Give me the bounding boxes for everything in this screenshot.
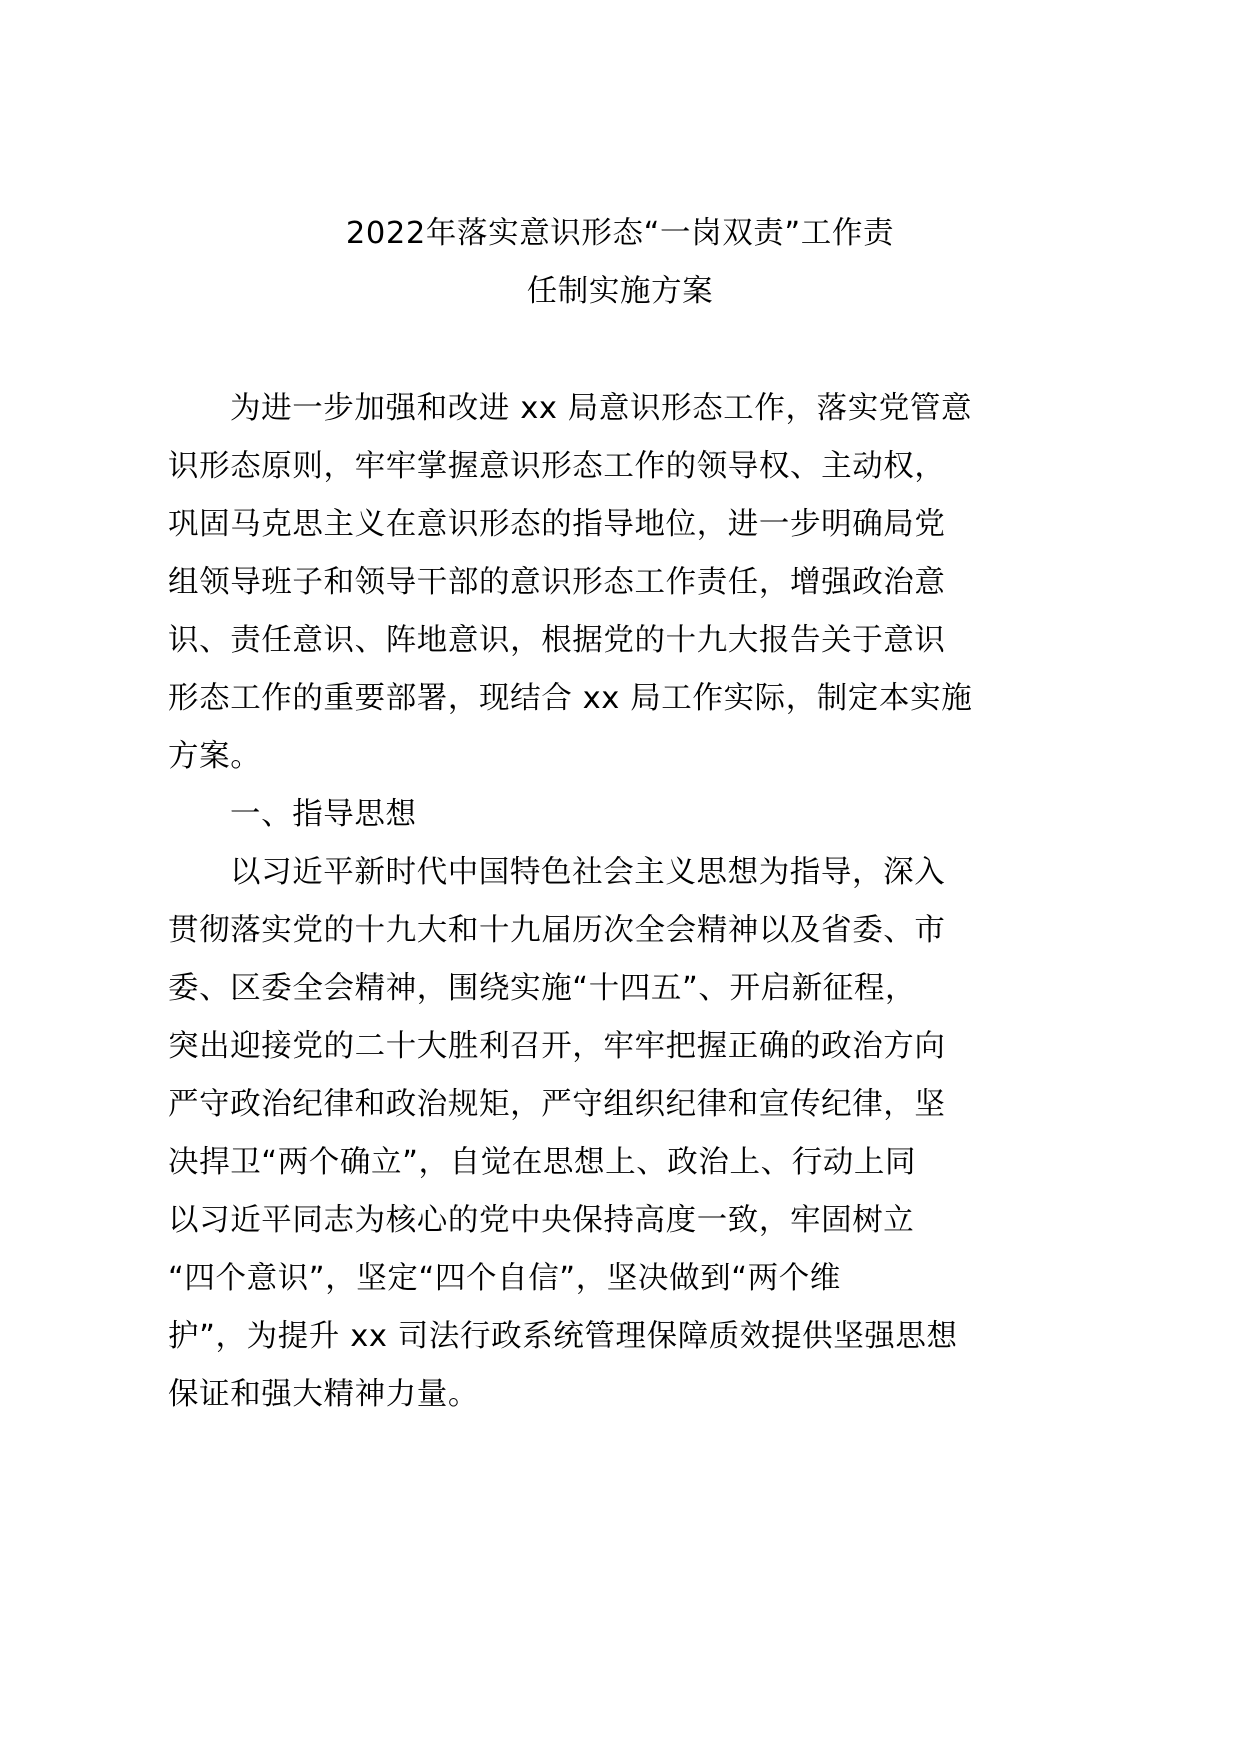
paragraph-line: 护”，为提升 xx 司法行政系统管理保障质效提供坚强思想 (168, 1319, 958, 1354)
document-body (168, 380, 973, 1424)
title-line-2: 任制实施方案 (526, 274, 714, 309)
paragraph-line: 以习近平新时代中国特色社会主义思想为指导，深入 (230, 855, 946, 890)
paragraph-line: 识、责任意识、阵地意识，根据党的十九大报告关于意识 (168, 623, 946, 658)
paragraph-line: 方案。 (168, 739, 262, 774)
paragraph-line: 为进一步加强和改进 xx 局意识形态工作，落实党管意 (230, 391, 973, 426)
paragraph-line: “四个意识”，坚定“四个自信”，坚决做到“两个维 (168, 1261, 841, 1296)
paragraph-line: 巩固马克思主义在意识形态的指导地位，进一步明确局党 (168, 507, 946, 542)
paragraph-line: 形态工作的重要部署，现结合 xx 局工作实际，制定本实施 (168, 681, 973, 716)
paragraph-line: 组领导班子和领导干部的意识形态工作责任，增强政治意 (168, 565, 946, 600)
paragraph-line: 识形态原则，牢牢掌握意识形态工作的领导权、主动权， (168, 449, 946, 484)
paragraph-line: 突出迎接党的二十大胜利召开，牢牢把握正确的政治方向 (168, 1029, 946, 1064)
paragraph-guiding-ideology (168, 844, 958, 1424)
paragraph-line: 委、区委全会精神，围绕实施“十四五”、开启新征程， (168, 971, 917, 1006)
paragraph-line: 保证和强大精神力量。 (168, 1377, 479, 1412)
section-heading-guiding-ideology: 一、指导思想 (230, 797, 417, 832)
title-line-1: 2022年落实意识形态“一岗双责”工作责 (345, 216, 895, 251)
paragraph-line: 决捍卫“两个确立”，自觉在思想上、政治上、行动上同 (168, 1145, 917, 1180)
paragraph-line: 贯彻落实党的十九大和十九届历次全会精神以及省委、市 (168, 913, 946, 948)
paragraph-line: 严守政治纪律和政治规矩，严守组织纪律和宣传纪律，坚 (168, 1087, 946, 1122)
paragraph-intro (168, 380, 973, 786)
document-title (150, 205, 1090, 321)
paragraph-line: 以习近平同志为核心的党中央保持高度一致，牢固树立 (168, 1203, 915, 1238)
